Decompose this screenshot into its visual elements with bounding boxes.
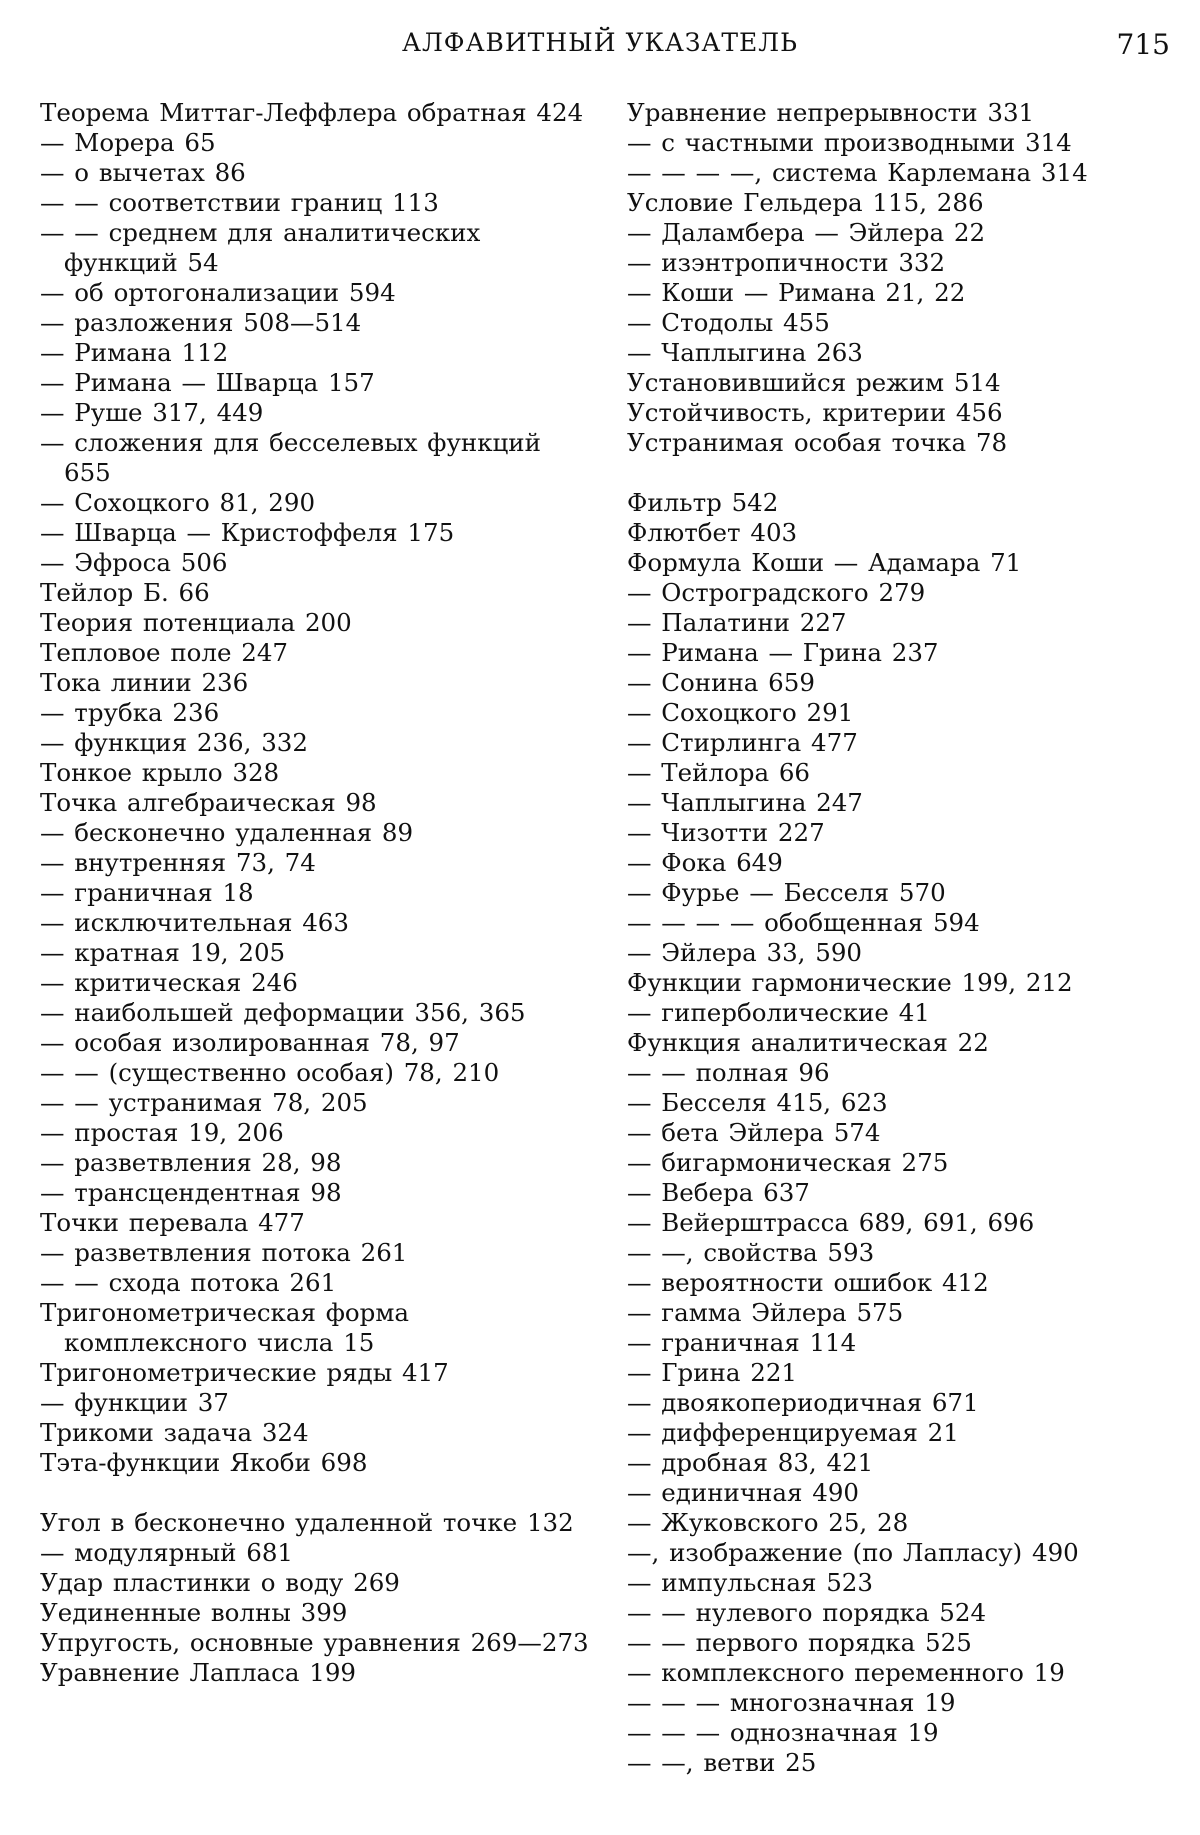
page-number: 715	[1116, 28, 1170, 61]
index-entry: — импульсная 523	[627, 1568, 873, 1597]
index-entry: Уравнение непрерывности 331	[627, 98, 1035, 127]
index-entry: — Жуковского 25, 28	[627, 1508, 909, 1537]
index-entry: Упругость, основные уравнения 269—273	[40, 1628, 589, 1657]
index-entry: Угол в бесконечно удаленной точке 132	[40, 1508, 574, 1537]
index-entry: — двоякопериодичная 671	[627, 1388, 979, 1417]
index-entry: — разложения 508—514	[40, 308, 362, 337]
index-entry: Удар пластинки о воду 269	[40, 1568, 400, 1597]
index-entry: — простая 19, 206	[40, 1118, 284, 1147]
index-entry: Теория потенциала 200	[40, 608, 352, 637]
index-entry: — единичная 490	[627, 1478, 860, 1507]
index-entry: —, изображение (по Лапласу) 490	[627, 1538, 1079, 1567]
index-entry: — — полная 96	[627, 1058, 830, 1087]
index-entry: — Шварца — Кристоффеля 175	[40, 518, 455, 547]
index-column-left	[40, 98, 595, 1688]
index-entry: Тригонометрические ряды 417	[40, 1358, 449, 1387]
index-entry: Точки перевала 477	[40, 1208, 305, 1237]
index-entry: — критическая 246	[40, 968, 298, 997]
index-entry: — граничная 18	[40, 878, 254, 907]
index-entry: — о вычетах 86	[40, 158, 246, 187]
index-entry: Функция аналитическая 22	[627, 1028, 989, 1057]
index-entry: Тонкое крыло 328	[40, 758, 280, 787]
index-entry: — Тейлора 66	[627, 758, 811, 787]
index-entry: — гамма Эйлера 575	[627, 1298, 904, 1327]
index-entry: — трубка 236	[40, 698, 220, 727]
index-entry: — Сохоцкого 291	[627, 698, 854, 727]
index-entry: — — — — обобщенная 594	[627, 908, 980, 937]
index-entry: — модулярный 681	[40, 1538, 294, 1567]
index-entry: — Даламбера — Эйлера 22	[627, 218, 986, 247]
index-entry: — исключительная 463	[40, 908, 349, 937]
index-entry: Трикоми задача 324	[40, 1418, 309, 1447]
index-entry: — вероятности ошибок 412	[627, 1268, 989, 1297]
index-entry: — Римана — Грина 237	[627, 638, 939, 667]
index-entry: — Руше 317, 449	[40, 398, 264, 427]
index-entry: — Вебера 637	[627, 1178, 810, 1207]
index-entry: — Римана — Шварца 157	[40, 368, 375, 397]
index-entry: — трансцендентная 98	[40, 1178, 342, 1207]
index-entry: — — — многозначная 19	[627, 1688, 956, 1717]
index-entry: — — первого порядка 525	[627, 1628, 972, 1657]
index-entry: — разветвления 28, 98	[40, 1148, 342, 1177]
index-entry: — бета Эйлера 574	[627, 1118, 881, 1147]
index-entry: — Чизотти 227	[627, 818, 825, 847]
index-entry: Тэта-функции Якоби 698	[40, 1448, 368, 1477]
index-entry: Точка алгебраическая 98	[40, 788, 377, 817]
index-entry: — Фурье — Бесселя 570	[627, 878, 946, 907]
index-entry: — Чаплыгина 247	[627, 788, 863, 817]
index-entry: — Эфроса 506	[40, 548, 228, 577]
index-entry: — Грина 221	[627, 1358, 798, 1387]
index-entry: Установившийся режим 514	[627, 368, 1001, 397]
index-entry: — Коши — Римана 21, 22	[627, 278, 966, 307]
index-entry: — разветвления потока 261	[40, 1238, 408, 1267]
index-entry: Тейлор Б. 66	[40, 578, 210, 607]
index-entry: — Остроградского 279	[627, 578, 926, 607]
section-gap	[40, 1478, 595, 1508]
index-entry: Фильтр 542	[627, 488, 779, 517]
index-entry: — Чаплыгина 263	[627, 338, 863, 367]
index-entry: — Палатини 227	[627, 608, 847, 637]
index-entry: — функция 236, 332	[40, 728, 308, 757]
index-entry: — бигармоническая 275	[627, 1148, 949, 1177]
index-entry: — функции 37	[40, 1388, 229, 1417]
index-entry: — комплексного переменного 19	[627, 1658, 1065, 1687]
index-entry: Тригонометрическая форма комплексного числа 15	[40, 1298, 409, 1357]
index-entry: — особая изолированная 78, 97	[40, 1028, 460, 1057]
index-entry: — граничная 114	[627, 1328, 857, 1357]
index-entry: — Бесселя 415, 623	[627, 1088, 888, 1117]
index-column-right	[627, 98, 1182, 1778]
index-entry: — об ортогонализации 594	[40, 278, 396, 307]
index-entry: — дробная 83, 421	[627, 1448, 874, 1477]
index-entry: — бесконечно удаленная 89	[40, 818, 414, 847]
index-entry: — Стодолы 455	[627, 308, 830, 337]
index-entry: — — схода потока 261	[40, 1268, 337, 1297]
index-entry: Функции гармонические 199, 212	[627, 968, 1073, 997]
index-entry: Тока линии 236	[40, 668, 249, 697]
index-entry: — —, свойства 593	[627, 1238, 875, 1267]
index-entry: Устойчивость, критерии 456	[627, 398, 1003, 427]
index-entry: Устранимая особая точка 78	[627, 428, 1008, 457]
index-entry: — внутренняя 73, 74	[40, 848, 316, 877]
index-entry: — Эйлера 33, 590	[627, 938, 863, 967]
index-entry: — изэнтропичности 332	[627, 248, 946, 277]
index-entry: — Вейерштрасса 689, 691, 696	[627, 1208, 1035, 1237]
index-entry: — — — —, система Карлемана 314	[627, 158, 1088, 187]
index-entry: — — среднем для аналитических функций 54	[40, 218, 481, 277]
index-entry: — Стирлинга 477	[627, 728, 858, 757]
index-entry: — Сохоцкого 81, 290	[40, 488, 316, 517]
index-entry: — гиперболические 41	[627, 998, 930, 1027]
index-entry: — — — однозначная 19	[627, 1718, 939, 1747]
index-entry: Уединенные волны 399	[40, 1598, 348, 1627]
index-entry: Тепловое поле 247	[40, 638, 289, 667]
index-entry: — — соответствии границ 113	[40, 188, 439, 217]
index-entry: — Сонина 659	[627, 668, 815, 697]
index-entry: Условие Гельдера 115, 286	[627, 188, 984, 217]
index-entry: Флютбет 403	[627, 518, 798, 547]
index-entry: — —, ветви 25	[627, 1748, 817, 1777]
index-entry: — Римана 112	[40, 338, 229, 367]
section-gap	[627, 458, 1182, 488]
index-entry: — — устранимая 78, 205	[40, 1088, 368, 1117]
index-entry: — дифференцируемая 21	[627, 1418, 959, 1447]
index-entry: — кратная 19, 205	[40, 938, 286, 967]
index-entry: — Морера 65	[40, 128, 216, 157]
running-title: АЛФАВИТНЫЙ УКАЗАТЕЛЬ	[402, 28, 798, 57]
index-entry: Теорема Миттаг-Леффлера обратная 424	[40, 98, 584, 127]
index-entry: — — (существенно особая) 78, 210	[40, 1058, 500, 1087]
index-entry: — Фока 649	[627, 848, 783, 877]
index-entry: Уравнение Лапласа 199	[40, 1658, 356, 1687]
index-entry: — — нулевого порядка 524	[627, 1598, 987, 1627]
index-entry: — сложения для бесселевых функций 655	[40, 428, 541, 487]
index-entry: Формула Коши — Адамара 71	[627, 548, 1022, 577]
index-entry: — с частными производными 314	[627, 128, 1072, 157]
index-entry: — наибольшей деформации 356, 365	[40, 998, 526, 1027]
